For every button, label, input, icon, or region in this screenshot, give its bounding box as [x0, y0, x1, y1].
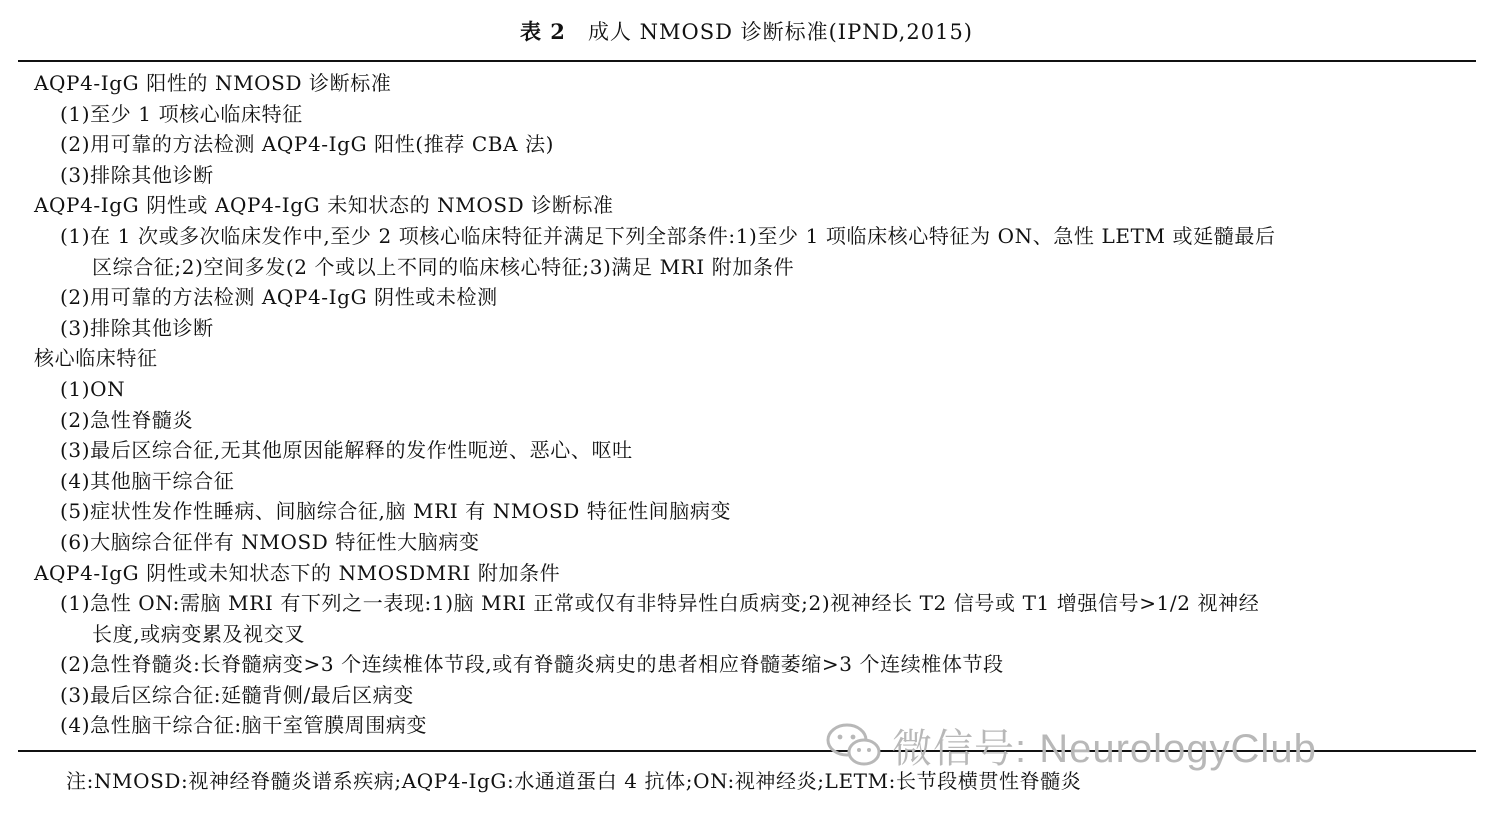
criterion-item: (3)排除其他诊断: [60, 162, 214, 187]
section-heading-aqp4-negative: AQP4-IgG 阴性或 AQP4-IgG 未知状态的 NMOSD 诊断标准: [34, 193, 614, 218]
criterion-item: (1)急性 ON:需脑 MRI 有下列之一表现:1)脑 MRI 正常或仅有非特异性白质病变;2)视神经长 T2 信号或 T1 增强信号>1/2 视神经: [60, 591, 1260, 616]
criterion-item-continuation: 区综合征;2)空间多发(2 个或以上不同的临床核心特征;3)满足 MRI 附加条件: [92, 254, 795, 279]
section-heading-aqp4-positive: AQP4-IgG 阳性的 NMOSD 诊断标准: [34, 71, 392, 95]
criterion-item: (3)最后区综合征:延髓背侧/最后区病变: [60, 682, 414, 707]
watermark-text: 微信号: NeurologyClub: [892, 726, 1317, 771]
criterion-item: (1)至少 1 项核心临床特征: [60, 101, 303, 126]
criterion-item: (2)急性脊髓炎:长脊髓病变>3 个连续椎体节段,或有脊髓炎病史的患者相应脊髓萎缩>3 个连续椎体节段: [60, 652, 1004, 677]
section-heading-core-features: 核心临床特征: [34, 346, 158, 371]
wechat-watermark: [826, 718, 1317, 772]
criteria-table-body: [34, 68, 1464, 741]
criterion-item: (1)在 1 次或多次临床发作中,至少 2 项核心临床特征并满足下列全部条件:1)至少 1 项临床核心特征为 ON、急性 LETM 或延髓最后: [60, 223, 1276, 248]
table-caption: 成人 NMOSD 诊断标准(IPND,2015): [587, 20, 973, 44]
criterion-item: (2)用可靠的方法检测 AQP4-IgG 阴性或未检测: [60, 285, 498, 310]
criterion-item: (3)最后区综合征,无其他原因能解释的发作性呃逆、恶心、呕吐: [60, 438, 633, 463]
criterion-item: (1)ON: [60, 376, 126, 401]
table-top-rule: [18, 60, 1476, 62]
criterion-item: (5)症状性发作性睡病、间脑综合征,脑 MRI 有 NMOSD 特征性间脑病变: [60, 499, 732, 524]
criterion-item: (3)排除其他诊断: [60, 315, 214, 340]
criterion-item: (2)用可靠的方法检测 AQP4-IgG 阳性(推荐 CBA 法): [60, 132, 555, 157]
table-label: 表 2: [520, 19, 566, 44]
table-title: [0, 16, 1493, 46]
criterion-item: (4)急性脑干综合征:脑干室管膜周围病变: [60, 713, 428, 738]
table-footnote: 注:NMOSD:视神经脊髓炎谱系疾病;AQP4-IgG:水通道蛋白 4 抗体;ON:视神经炎;LETM:长节段横贯性脊髓炎: [66, 769, 1082, 793]
wechat-icon: [826, 722, 882, 768]
criterion-item: (4)其他脑干综合征: [60, 468, 235, 493]
criterion-item-continuation: 长度,或病变累及视交叉: [92, 621, 305, 646]
criterion-item: (6)大脑综合征伴有 NMOSD 特征性大脑病变: [60, 529, 480, 554]
criterion-item: (2)急性脊髓炎: [60, 407, 194, 432]
section-heading-mri-requirements: AQP4-IgG 阴性或未知状态下的 NMOSDMRI 附加条件: [34, 560, 561, 585]
